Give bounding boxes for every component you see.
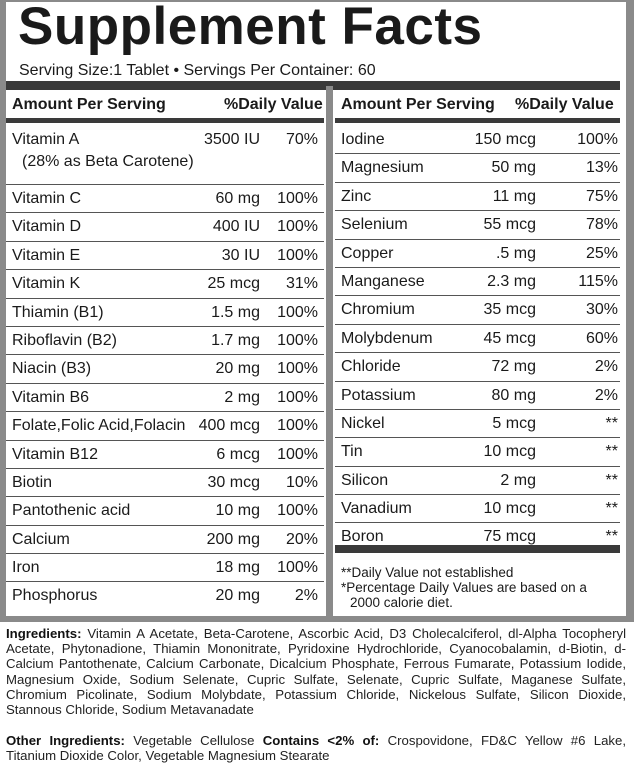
nutrient-amount: 20 mg [215,360,260,378]
nutrient-name: Boron [341,528,384,546]
nutrient-amount: 1.5 mg [211,303,260,321]
nutrient-row [6,582,324,609]
nutrient-name: Vitamin E [12,246,81,264]
nutrient-amount: 400 IU [212,218,260,236]
nutrient-row [6,469,324,497]
nutrient-amount: 10 mcg [483,443,536,461]
nutrient-name: Manganese [341,272,425,290]
nutrient-row [335,325,620,353]
nutrient-dv: 20% [285,530,318,548]
right-bottom-bar [335,545,620,553]
nutrient-amount: 60 mg [215,190,260,207]
nutrient-amount: 72 mg [491,358,536,376]
footnote-not-established: **Daily Value not established [341,565,514,580]
nutrient-row [6,554,324,582]
nutrient-name: Silicon [341,471,389,489]
nutrient-dv: 70% [285,131,318,148]
nutrient-name: Chromium [341,301,415,319]
nutrient-row [6,270,324,298]
nutrient-row [335,183,620,211]
nutrient-row [335,382,620,410]
nutrient-dv: 10% [285,473,318,491]
nutrient-dv: 100% [277,218,318,236]
panel-title: Supplement Facts [18,0,483,56]
nutrient-dv: 100% [277,388,318,406]
nutrient-dv: ** [605,414,618,432]
footnote-percentage: *Percentage Daily Values are based on a [341,580,587,595]
nutrient-row [6,213,324,241]
nutrient-row [6,185,324,213]
nutrient-dv: 100% [277,303,318,321]
nutrient-name: Copper [341,244,394,262]
nutrient-amount: .5 mg [495,244,536,262]
ingredients-block [6,626,626,717]
contains-label: Contains <2% of: [262,733,380,748]
nutrient-dv: 75% [585,187,618,205]
nutrient-amount: 11 mg [492,187,536,205]
right-nutrient-list [335,126,620,551]
contains-text: Crospovidone, FD&C Yellow #6 Lake, Titanium Dioxide Color, Vegetable Magnesium Stearate [6,733,627,764]
nutrient-dv: 13% [585,159,618,177]
nutrient-dv: ** [605,528,618,546]
nutrient-amount: 6 mcg [216,445,260,463]
nutrient-dv: 100% [277,190,318,207]
nutrient-name: Pantothenic acid [12,502,131,520]
nutrient-name: Chloride [341,358,401,376]
nutrient-name: Iron [12,559,40,577]
nutrient-dv: 78% [585,216,618,234]
nutrient-row [6,126,324,185]
nutrient-dv: 31% [285,275,318,293]
nutrient-dv: 100% [277,331,318,349]
nutrient-dv: 115% [578,272,618,290]
nutrient-dv: 2% [594,386,618,404]
nutrient-name: Thiamin (B1) [12,303,104,321]
nutrient-amount: 3500 IU [203,131,260,148]
nutrient-row [335,495,620,523]
nutrient-name: Folate,Folic Acid,Folacin [12,417,186,435]
amount-header: Amount Per Serving [12,96,166,113]
nutrient-amount: 5 mcg [492,414,536,432]
nutrient-row [335,268,620,296]
header-rule [6,118,324,123]
nutrient-name: Vitamin A [12,131,80,148]
nutrient-name: Vitamin B12 [12,445,98,463]
header-rule [335,118,620,123]
nutrient-dv: 100% [277,445,318,463]
nutrient-dv: 100% [277,559,318,577]
nutrient-name: Calcium [12,530,70,548]
ingredients-text: Vitamin A Acetate, Beta-Carotene, Ascorbic Acid, D3 Cholecalciferol, dl-Alpha Tocopheryl Acetate, Phytonadione, Thiamin Mononitrate, Pyridoxine Hydrochloride, Cyanocobalamin, d-Biotin, d-Calcium Pantothenate, Calcium Carbonate, Dicalcium Phosphate, Ferrous Fumarate, Potassium Iodide, Magnesium Oxide, Sodium Selenate, Cupric Sulfate, Selenate, Cupric Sulfate, Maganese Sulfate, Chromium Picolinate, Sodium Molybdate, Potassium Chloride, Nickelous Sulfate, Silicon Dioxide, Stannous Chloride, Sodium Metavanadate [6,626,626,718]
nutrient-name: Vitamin B6 [12,388,90,406]
nutrient-amount: 75 mcg [483,528,536,546]
nutrient-dv: 2% [294,587,318,605]
nutrient-amount: 10 mcg [483,500,536,518]
left-nutrient-list [6,126,324,610]
nutrient-dv: 100% [277,246,318,264]
nutrient-row [335,353,620,381]
dv-header: %Daily Value [515,96,614,113]
nutrient-amount: 20 mg [215,587,260,605]
nutrient-amount: 18 mg [215,559,260,577]
nutrient-name: Iodine [341,131,385,148]
nutrient-name: Vitamin K [12,275,81,293]
nutrient-row [6,384,324,412]
nutrient-row [335,410,620,438]
nutrient-name: Niacin (B3) [12,360,92,378]
nutrient-amount: 400 mcg [198,417,260,435]
nutrient-dv: 100% [577,131,618,148]
nutrient-name: Phosphorus [12,587,98,605]
nutrient-row [6,327,324,355]
nutrient-dv: ** [605,471,618,489]
column-divider [326,86,333,616]
nutrient-amount: 2 mg [500,471,536,489]
nutrient-row [6,497,324,525]
ingredients-label: Ingredients: [6,626,82,641]
nutrient-amount: 50 mg [491,159,536,177]
nutrient-dv: 100% [277,360,318,378]
top-divider-bar [6,81,620,90]
nutrient-amount: 200 mg [206,530,260,548]
nutrient-row [335,296,620,324]
right-header [335,94,620,118]
nutrient-dv: ** [605,443,618,461]
nutrient-name: Zinc [341,187,372,205]
nutrient-row [6,242,324,270]
serving-info: Serving Size:1 Tablet • Servings Per Container: 60 [19,62,376,79]
nutrient-amount: 2.3 mg [487,272,536,290]
nutrient-dv: ** [605,500,618,518]
nutrient-amount: 55 mcg [483,216,536,234]
footnote-calorie: 2000 calorie diet. [350,595,453,610]
nutrient-row [335,438,620,466]
nutrient-name: Vitamin C [12,190,82,207]
nutrient-row [335,467,620,495]
nutrient-amount: 30 mcg [207,473,260,491]
left-header [6,94,324,118]
nutrient-subnote: (28% as Beta Carotene) [22,153,194,170]
nutrient-dv: 100% [277,502,318,520]
nutrient-name: Riboflavin (B2) [12,331,117,349]
nutrient-dv: 25% [585,244,618,262]
nutrient-row [6,526,324,554]
nutrient-row [6,299,324,327]
nutrient-name: Magnesium [341,159,424,177]
nutrient-name: Vitamin D [12,218,82,236]
left-column [6,94,324,610]
other-ingredients-label: Other Ingredients: [6,733,125,748]
nutrient-row [335,154,620,182]
nutrient-amount: 45 mcg [483,329,536,347]
nutrient-name: Selenium [341,216,408,234]
nutrient-amount: 10 mg [215,502,260,520]
nutrient-row [6,412,324,440]
nutrient-name: Vanadium [341,500,412,518]
nutrient-row [335,211,620,239]
nutrient-name: Biotin [12,473,53,491]
nutrient-amount: 150 mcg [474,131,536,148]
nutrient-name: Tin [341,443,363,461]
amount-header: Amount Per Serving [341,96,495,113]
nutrient-amount: 30 IU [221,246,260,264]
nutrient-amount: 2 mg [224,388,260,406]
nutrient-dv: 2% [594,358,618,376]
nutrient-amount: 25 mcg [207,275,260,293]
nutrient-amount: 35 mcg [483,301,536,319]
right-column [335,94,620,610]
nutrient-row [6,355,324,383]
nutrient-row [6,441,324,469]
nutrient-dv: 30% [585,301,618,319]
nutrient-dv: 100% [277,417,318,435]
nutrient-amount: 1.7 mg [211,331,260,349]
other-ingredients-block [6,733,626,763]
nutrient-name: Molybdenum [341,329,433,347]
nutrient-row [335,240,620,268]
footnotes [341,565,621,610]
nutrient-name: Potassium [341,386,416,404]
nutrient-dv: 60% [585,329,618,347]
dv-header: %Daily Value [224,96,323,113]
nutrient-name: Nickel [341,414,385,432]
other-ingredients-text: Vegetable Cellulose [133,733,255,748]
nutrient-row [335,126,620,154]
nutrient-amount: 80 mg [491,386,536,404]
